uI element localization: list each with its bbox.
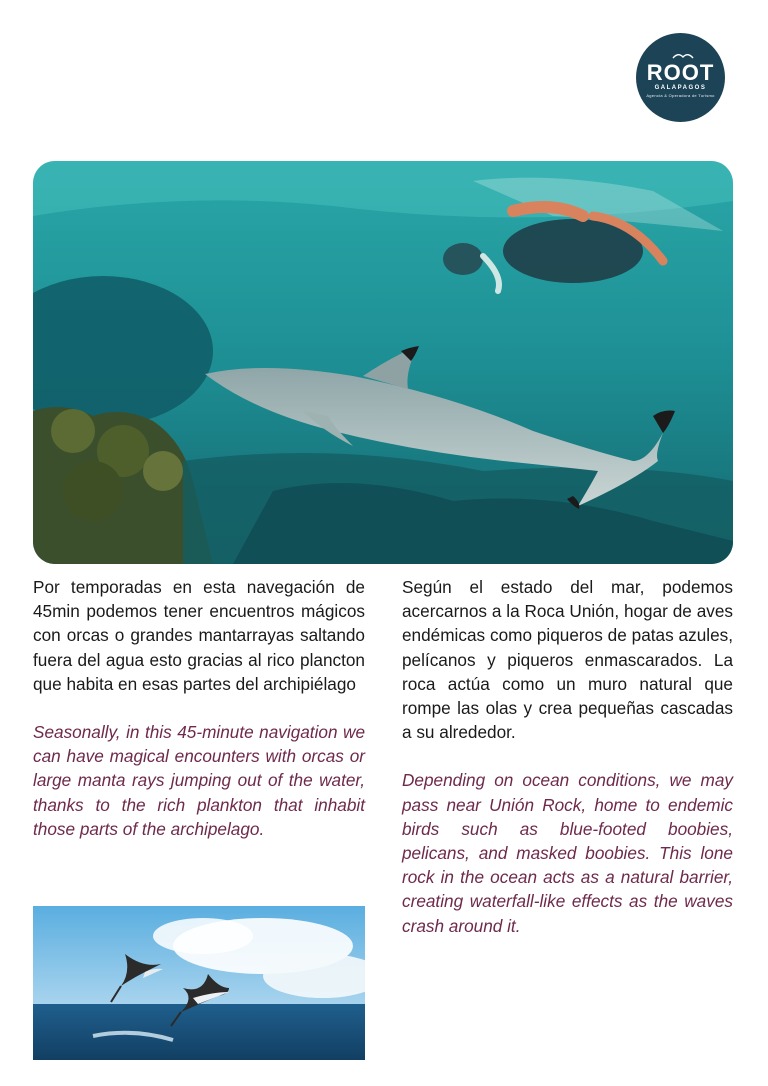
hero-image xyxy=(33,161,733,564)
brand-name: ROOT xyxy=(646,59,715,85)
left-text-column xyxy=(33,575,365,841)
brand-tagline: Agencia & Operadora de Turismo xyxy=(646,92,715,98)
brand-region: GALAPAGOS xyxy=(654,84,707,91)
left-spanish-paragraph: Por temporadas en esta navegación de 45min podemos tener encuentros mágicos con orcas o grandes mantarrayas saltando fuera del agua esto gracias al rico plancton que habita en esas partes del archipiélago xyxy=(33,577,365,694)
right-spanish-paragraph: Según el estado del mar, podemos acercarnos a la Roca Unión, hogar de aves endémicas como piqueros de patas azules, pelícanos y piqueros enmascarados. La roca actúa como un muro natural que rompe las olas y crea pequeñas cascadas a su alrededor. xyxy=(402,577,733,743)
bird-icon xyxy=(672,51,694,61)
manta-rays-image xyxy=(33,906,365,1060)
right-english-paragraph: Depending on ocean conditions, we may pass near Unión Rock, home to endemic birds such as blue-footed boobies, pelicans, and masked boobies. This lone rock in the ocean acts as a natural barrier, creating waterfall-like effects as the waves crash around it. xyxy=(402,770,733,936)
right-text-column xyxy=(402,575,733,938)
brand-logo xyxy=(636,33,725,122)
left-english-paragraph: Seasonally, in this 45-minute navigation we can have magical encounters with orcas or large manta rays jumping out of the water, thanks to the rich plankton that inhabit those parts of the archipelago. xyxy=(33,722,365,839)
